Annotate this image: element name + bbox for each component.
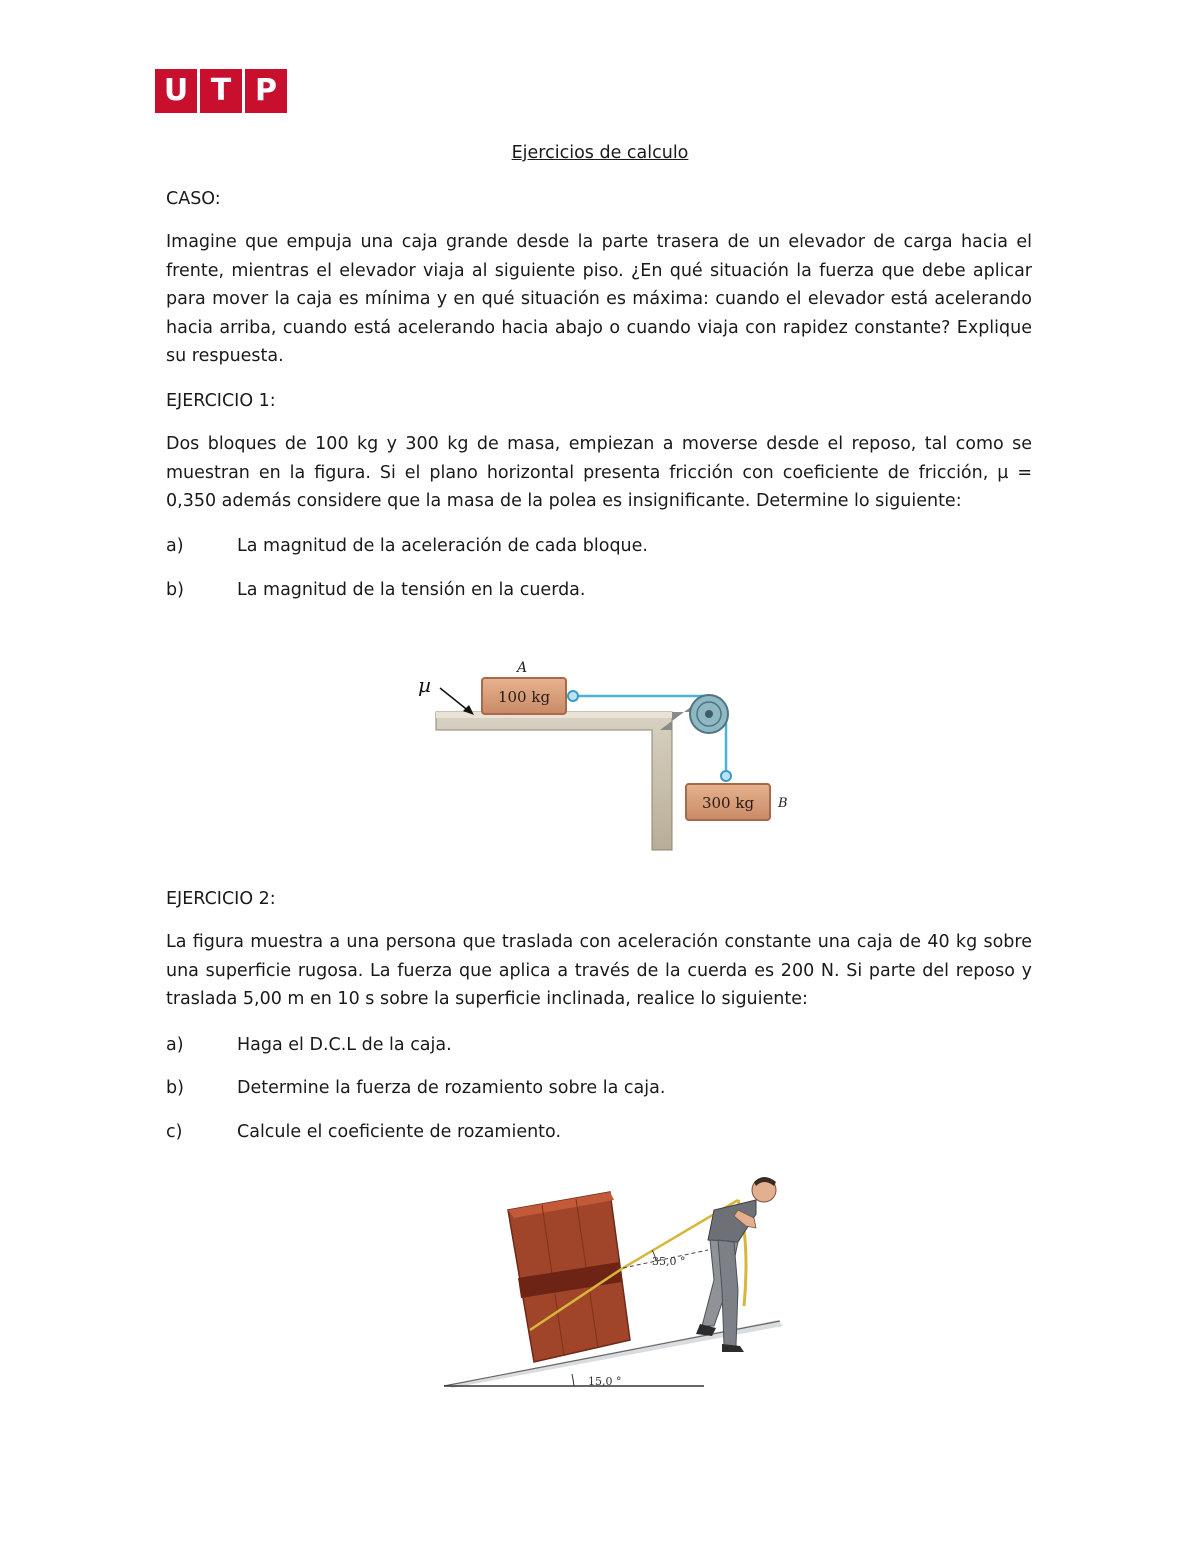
mu-label: µ bbox=[418, 673, 431, 697]
caso-heading: CASO: bbox=[166, 189, 221, 209]
block-a-mass-label: 100 kg bbox=[497, 688, 551, 706]
item-label: c) bbox=[166, 1122, 183, 1142]
ejercicio2-heading: EJERCICIO 2: bbox=[166, 889, 276, 909]
block-b-letter: B bbox=[778, 796, 788, 811]
ejercicio2-paragraph: La figura muestra a una persona que traslada con aceleración constante una caja de 40 kg sobre una superficie rugosa. La fuerza que aplica a través de la cuerda es 200 N. Si parte del reposo y traslada 5,00 m en 10 s sobre la superficie inclinada, realice lo siguiente: bbox=[166, 932, 1032, 1009]
ejercicio1-item-a bbox=[166, 532, 648, 560]
hook-b bbox=[721, 771, 731, 781]
ejercicio1-heading: EJERCICIO 1: bbox=[166, 391, 276, 411]
table-surface bbox=[436, 712, 672, 850]
item-text: Haga el D.C.L de la caja. bbox=[237, 1035, 452, 1055]
logo-letter-u: U bbox=[163, 73, 189, 108]
utp-logo bbox=[155, 69, 287, 113]
ejercicio1-item-b bbox=[166, 576, 585, 604]
ejercicio2-item-c bbox=[166, 1118, 561, 1146]
item-label: b) bbox=[166, 1078, 184, 1098]
item-text: Determine la fuerza de rozamiento sobre la caja. bbox=[237, 1078, 666, 1098]
incline-figure bbox=[438, 1170, 798, 1395]
caso-paragraph: Imagine que empuja una caja grande desde la parte trasera de un elevador de carga hacia el frente, mientras el elevador viaja al siguiente piso. ¿En qué situación la fuerza que debe aplicar para mover la caja es mínima y en qué situación es máxima: cuando el elevador está acelerando hacia arriba, cuando está acelerando hacia abajo o cuando viaja con rapidez constante? Explique su respuesta. bbox=[166, 232, 1032, 366]
mu-arrow bbox=[440, 688, 470, 712]
pulley-axle bbox=[705, 710, 713, 718]
incline-angle-arc bbox=[572, 1374, 574, 1386]
logo-letter-p: P bbox=[242, 69, 287, 113]
rope-angle-label: 35,0 ° bbox=[652, 1255, 686, 1268]
block-b-mass-label: 300 kg bbox=[701, 794, 755, 812]
block-a-letter: A bbox=[516, 660, 528, 676]
item-label: a) bbox=[166, 1035, 184, 1055]
document-title: Ejercicios de calculo bbox=[511, 143, 689, 163]
item-label: a) bbox=[166, 536, 184, 556]
ejercicio1-paragraph: Dos bloques de 100 kg y 300 kg de masa, empiezan a moverse desde el reposo, tal como se muestran en la figura. Si el plano horizontal presenta fricción con coeficiente de fricción, µ = 0,350 además considere que la masa de la polea es insignificante. Determine lo siguiente: bbox=[166, 434, 1032, 511]
pulley-figure bbox=[410, 650, 810, 860]
hook-a bbox=[568, 691, 578, 701]
item-text: La magnitud de la aceleración de cada bloque. bbox=[237, 536, 648, 556]
item-text: Calcule el coeficiente de rozamiento. bbox=[237, 1122, 562, 1142]
logo-letter-t: T bbox=[197, 69, 242, 113]
item-label: b) bbox=[166, 580, 184, 600]
ejercicio2-item-b bbox=[166, 1074, 665, 1102]
incline-angle-label: 15,0 ° bbox=[588, 1375, 622, 1388]
item-text: La magnitud de la tensión en la cuerda. bbox=[237, 580, 586, 600]
ejercicio2-item-a bbox=[166, 1031, 452, 1059]
